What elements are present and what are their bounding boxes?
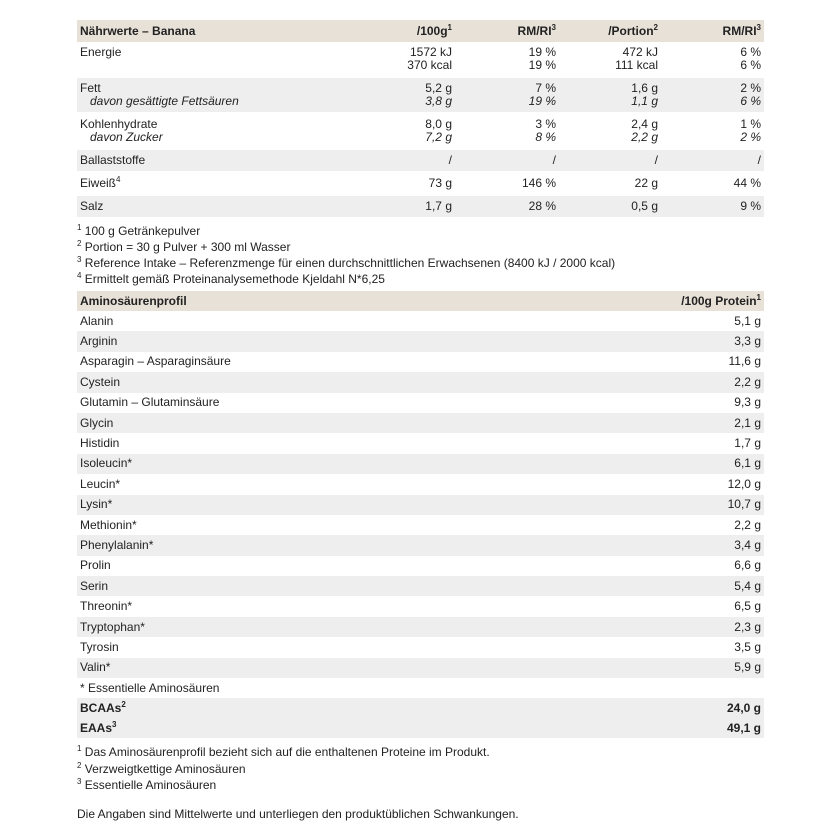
nutrition-footnotes <box>77 223 764 287</box>
amino-row <box>77 331 764 351</box>
nutrient-value-c1 <box>362 150 455 171</box>
value-main: 1,6 g <box>631 81 658 95</box>
eaa-value: 49,1 g <box>637 718 764 738</box>
nutrient-value-c4 <box>661 42 764 76</box>
value-main: 44 % <box>733 176 761 190</box>
bcaa-row <box>77 698 764 718</box>
footnote-text: Das Aminosäurenprofil bezieht sich auf die enthaltenen Proteine im Produkt. <box>84 745 490 760</box>
nutrient-value-c2 <box>455 78 559 112</box>
nutrient-value-c2 <box>455 173 559 194</box>
nutrient-label <box>77 42 362 76</box>
amino-value: 2,3 g <box>637 617 764 637</box>
value-main: / <box>654 153 658 167</box>
amino-value: 6,1 g <box>637 454 764 474</box>
amino-name: Histidin <box>80 436 120 451</box>
nutrient-value-c2 <box>455 114 559 148</box>
value-main: 73 g <box>428 176 452 190</box>
amino-name: Lysin* <box>77 495 637 515</box>
value-main: 1572 kJ <box>409 45 452 59</box>
nutrient-value-c4 <box>661 173 764 194</box>
value-sub: 7,2 g <box>425 130 452 144</box>
col-portion: /Portion$^2$ <box>559 20 661 42</box>
amino-name: Cystein <box>77 372 637 392</box>
value-main: 146 % <box>521 176 556 190</box>
amino-row <box>77 413 764 433</box>
amino-value: 1,7 g <box>734 436 761 451</box>
amino-name: Glycin <box>77 413 637 433</box>
amino-row <box>77 617 764 637</box>
nutrient-value-c2 <box>455 42 559 76</box>
value-sub: 1,1 g <box>631 94 658 108</box>
value-sub: 3,8 g <box>425 94 452 108</box>
amino-footnotes <box>77 744 764 794</box>
nutrient-label <box>77 150 362 171</box>
nutrient-value-c2 <box>455 196 559 217</box>
nutrition-row <box>77 78 764 112</box>
nutrient-footnote-ref: 4 <box>116 175 121 184</box>
amino-row <box>77 393 764 413</box>
value-sub: 8 % <box>535 130 556 144</box>
value-main: 1,7 g <box>425 199 452 213</box>
nutrient-label <box>77 196 362 217</box>
footnote-text: Ermittelt gemäß Proteinanalysemethode Kjeldahl N*6,25 <box>84 272 385 286</box>
amino-name: Glutamin – Glutaminsäure <box>80 395 220 410</box>
essential-note-row <box>77 678 764 698</box>
footnote <box>77 271 764 287</box>
value-main: 2,4 g <box>631 117 658 131</box>
nutrient-value-c1 <box>362 114 455 148</box>
nutrient-value-c4 <box>661 114 764 148</box>
nutrient-value-c4 <box>661 196 764 217</box>
nutrient-label <box>77 173 362 194</box>
nutrient-name: Ballaststoffe <box>80 153 146 167</box>
value-main: / <box>552 153 556 167</box>
nutrient-name: Salz <box>80 199 104 213</box>
nutrient-value-c1 <box>362 42 455 76</box>
value-main: 7 % <box>535 81 556 95</box>
nutrient-value-c3 <box>559 114 661 148</box>
footnote-number: 2 <box>77 760 82 770</box>
eaa-row <box>77 718 764 738</box>
amino-value: 2,1 g <box>637 413 764 433</box>
amino-value: 5,4 g <box>637 576 764 596</box>
footnote <box>77 239 764 255</box>
amino-name: Arginin <box>77 331 637 351</box>
col-ri-portion: $RM/RI^3$ <box>661 20 764 42</box>
col-per100: $/100g^1$ <box>362 20 455 42</box>
amino-row <box>77 535 764 555</box>
footnote-number: 3 <box>77 255 82 264</box>
amino-row <box>77 474 764 494</box>
amino-row <box>77 495 764 515</box>
amino-name: Tryptophan* <box>77 617 637 637</box>
amino-name: Asparagin – Asparaginsäure <box>80 354 231 369</box>
footnote-text: 100 g Getränkepulver <box>84 224 201 238</box>
value-main: 0,5 g <box>631 199 658 213</box>
amino-value: 6,6 g <box>734 558 761 573</box>
value-main: 5,2 g <box>425 81 452 95</box>
amino-row <box>77 576 764 596</box>
amino-value: 3,5 g <box>734 639 761 654</box>
value-main: 2 % <box>740 81 761 95</box>
bcaa-label: BCAAs$^2$ <box>77 698 637 718</box>
amino-title: Aminosäurenprofil <box>77 291 637 311</box>
amino-row <box>77 596 764 616</box>
nutrient-value-c3 <box>559 150 661 171</box>
value-sub: 111 kcal <box>615 58 658 72</box>
amino-value: 6,5 g <box>734 599 761 614</box>
footnote <box>77 777 764 794</box>
amino-name: Alanin <box>80 313 114 328</box>
nutrient-value-c3 <box>559 78 661 112</box>
nutrition-table <box>77 20 764 217</box>
amino-name: Prolin <box>80 558 111 573</box>
nutrition-row <box>77 173 764 194</box>
amino-value: 11,6 g <box>728 354 761 369</box>
amino-value: 9,3 g <box>734 395 761 410</box>
value-main: 28 % <box>528 199 556 213</box>
amino-value: 12,0 g <box>727 476 761 491</box>
col-ri-100: $RM/RI^3$ <box>455 20 559 42</box>
amino-row <box>77 515 764 535</box>
value-main: / <box>757 153 761 167</box>
amino-row <box>77 556 764 576</box>
amino-name: Serin <box>77 576 637 596</box>
value-main: 19 % <box>528 45 556 59</box>
nutrient-label <box>77 114 362 148</box>
nutrient-value-c4 <box>661 78 764 112</box>
footnote-number: 1 <box>77 744 82 754</box>
amino-value: 3,4 g <box>637 535 764 555</box>
nutrient-name: Fett <box>80 81 101 95</box>
nutrient-name: Energie <box>80 45 122 59</box>
amino-name: Threonin* <box>80 599 133 614</box>
amino-name: Phenylalanin* <box>77 535 637 555</box>
value-sub: 19 % <box>528 94 556 108</box>
value-main: 3 % <box>535 117 556 131</box>
amino-row <box>77 433 764 453</box>
footnote <box>77 223 764 239</box>
amino-name: Tyrosin <box>80 639 119 654</box>
value-main: / <box>448 153 452 167</box>
essential-note: * Essentielle Aminosäuren <box>80 680 220 695</box>
nutrient-name: Kohlenhydrate <box>80 117 158 131</box>
amino-row <box>77 454 764 474</box>
nutrient-sub-label: davon gesättigte Fettsäuren <box>90 94 239 108</box>
nutrient-value-c3 <box>559 173 661 194</box>
nutrient-value-c1 <box>362 78 455 112</box>
amino-row <box>77 658 764 678</box>
nutrient-name: Eiweiß <box>80 176 117 190</box>
nutrient-value-c3 <box>559 196 661 217</box>
value-main: 6 % <box>740 45 761 59</box>
nutrient-value-c1 <box>362 173 455 194</box>
nutrient-value-c4 <box>661 150 764 171</box>
amino-value: 10,7 g <box>637 495 764 515</box>
nutrition-title: Nährwerte – Banana <box>77 20 362 42</box>
value-main: 22 g <box>634 176 658 190</box>
amino-value: 5,1 g <box>734 313 761 328</box>
amino-name: Isoleucin* <box>77 454 637 474</box>
amino-value: 5,9 g <box>637 658 764 678</box>
nutrition-header-row <box>77 20 764 42</box>
footnote-text: Verzweigtkettige Aminosäuren <box>84 761 246 776</box>
eaa-label: EAAs$^3$ <box>77 718 637 738</box>
footnote-number: 2 <box>77 239 82 248</box>
amino-name: Methionin* <box>80 517 137 532</box>
amino-row <box>77 637 764 657</box>
amino-name: Valin* <box>77 658 637 678</box>
footnote-text: Reference Intake – Referenzmenge für einen durchschnittlichen Erwachsenen (8400 kJ / 2000 kcal) <box>84 256 616 270</box>
footnote-number: 3 <box>77 777 82 787</box>
amino-row <box>77 311 764 331</box>
footnote <box>77 255 764 271</box>
nutrition-row <box>77 114 764 148</box>
footnote <box>77 744 764 761</box>
value-main: 1 % <box>740 117 761 131</box>
value-sub: 6 % <box>740 94 761 108</box>
nutrition-row <box>77 42 764 76</box>
value-sub: 6 % <box>740 58 761 72</box>
footnote <box>77 761 764 778</box>
amino-value: 3,3 g <box>637 331 764 351</box>
nutrition-document <box>77 20 764 822</box>
value-sub: 2,2 g <box>631 130 658 144</box>
value-main: 9 % <box>740 199 761 213</box>
value-main: 8,0 g <box>425 117 452 131</box>
nutrient-value-c1 <box>362 196 455 217</box>
amino-name: Leucin* <box>80 476 121 491</box>
footnote-text: Portion = 30 g Pulver + 300 ml Wasser <box>84 240 291 254</box>
amino-value: 2,2 g <box>734 517 761 532</box>
value-sub: 19 % <box>528 58 556 72</box>
nutrition-row <box>77 196 764 217</box>
nutrition-row <box>77 150 764 171</box>
nutrient-label <box>77 78 362 112</box>
amino-row <box>77 372 764 392</box>
amino-header-row <box>77 291 764 311</box>
nutrient-value-c3 <box>559 42 661 76</box>
amino-table <box>77 291 764 738</box>
bcaa-value: 24,0 g <box>637 698 764 718</box>
footnote-number: 1 <box>77 223 82 232</box>
nutrient-value-c2 <box>455 150 559 171</box>
nutrient-sub-label: davon Zucker <box>90 130 163 144</box>
value-main: 472 kJ <box>622 45 658 59</box>
amino-value-header: /100g Protein$^1$ <box>637 291 764 311</box>
amino-row <box>77 352 764 372</box>
footnote-text: Essentielle Aminosäuren <box>84 778 217 793</box>
footnote-number: 4 <box>77 271 82 280</box>
disclaimer: Die Angaben sind Mittelwerte und unterliegen den produktüblichen Schwankungen. <box>77 806 519 821</box>
amino-value: 2,2 g <box>637 372 764 392</box>
value-sub: 2 % <box>740 130 761 144</box>
value-sub: 370 kcal <box>407 58 452 72</box>
